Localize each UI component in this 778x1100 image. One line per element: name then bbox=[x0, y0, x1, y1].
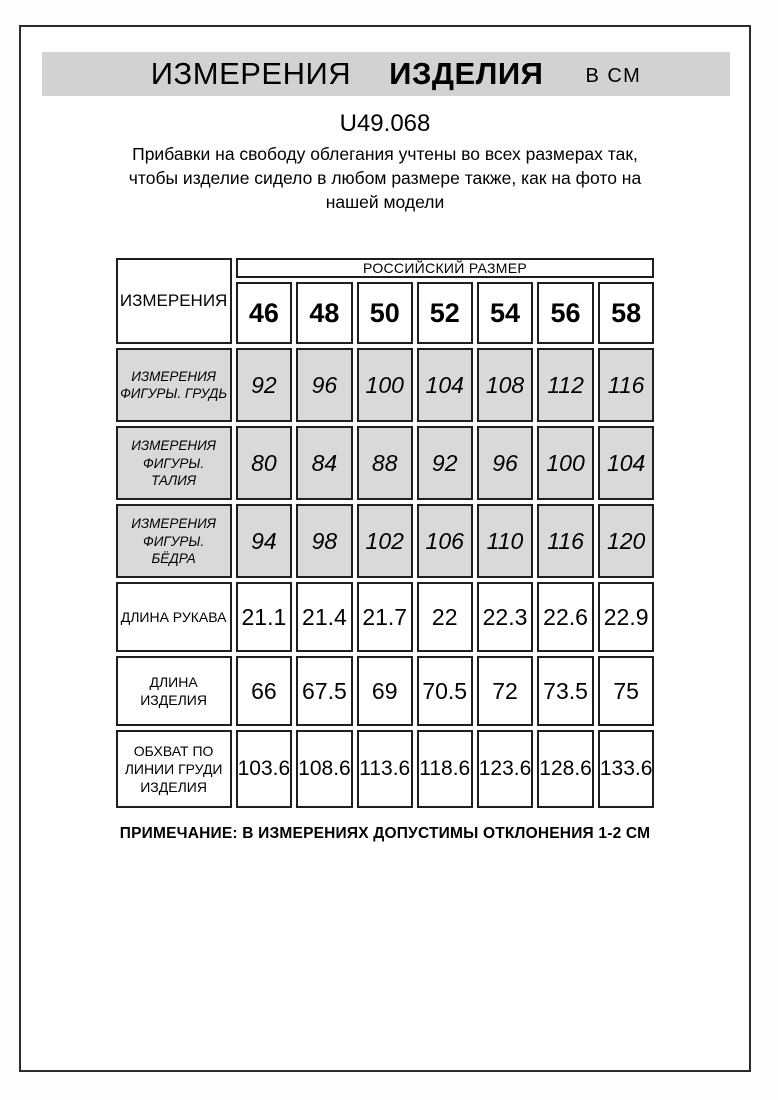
measurement-value: 113.6 bbox=[357, 730, 413, 808]
measurement-value: 75 bbox=[598, 656, 655, 726]
size-col-header: 56 bbox=[537, 282, 594, 344]
row-label: ИЗМЕРЕНИЯ ФИГУРЫ. ТАЛИЯ bbox=[116, 426, 232, 500]
table-row bbox=[116, 504, 655, 578]
measurement-value: 96 bbox=[477, 426, 534, 500]
measurement-value: 128.6 bbox=[537, 730, 594, 808]
measurement-value: 102 bbox=[357, 504, 413, 578]
measurement-value: 104 bbox=[598, 426, 655, 500]
size-group-label: РОССИЙСКИЙ РАЗМЕР bbox=[236, 258, 655, 278]
measurement-value: 22 bbox=[417, 582, 473, 652]
measurement-value: 112 bbox=[537, 348, 594, 422]
table-row bbox=[116, 348, 655, 422]
measurement-value: 118.6 bbox=[417, 730, 473, 808]
row-label: ИЗМЕРЕНИЯ ФИГУРЫ. ГРУДЬ bbox=[116, 348, 232, 422]
measurement-value: 92 bbox=[417, 426, 473, 500]
article-number: U49.068 bbox=[339, 110, 431, 137]
size-col-header: 46 bbox=[236, 282, 293, 344]
measurement-value: 104 bbox=[417, 348, 473, 422]
measurement-value: 100 bbox=[357, 348, 413, 422]
title-measurements: ИЗМЕРЕНИЯ bbox=[150, 56, 352, 91]
size-table-body bbox=[116, 348, 655, 808]
measurement-value: 22.3 bbox=[477, 582, 534, 652]
measurement-value: 96 bbox=[296, 348, 353, 422]
measurement-value: 88 bbox=[357, 426, 413, 500]
measurement-value: 67.5 bbox=[296, 656, 353, 726]
measurement-value: 103.6 bbox=[236, 730, 293, 808]
tolerance-note: ПРИМЕЧАНИЕ: В ИЗМЕРЕНИЯХ ДОПУСТИМЫ ОТКЛОНЕНИЯ 1-2 СМ bbox=[119, 825, 651, 843]
row-label: ДЛИНА РУКАВА bbox=[116, 582, 232, 652]
size-col-header: 50 bbox=[357, 282, 413, 344]
intro-line-1: Прибавки на свободу облегания учтены во всех размерах так, bbox=[132, 144, 638, 164]
measurement-value: 80 bbox=[236, 426, 293, 500]
title-bar bbox=[42, 52, 730, 96]
page-frame bbox=[19, 25, 751, 1072]
intro-line-2: чтобы изделие сидело в любом размере также, как на фото на bbox=[128, 167, 642, 188]
measurement-value: 92 bbox=[236, 348, 293, 422]
size-col-header: 54 bbox=[477, 282, 534, 344]
measurement-value: 123.6 bbox=[477, 730, 534, 808]
measurement-value: 120 bbox=[598, 504, 655, 578]
measurement-value: 22.6 bbox=[537, 582, 594, 652]
row-label: ОБХВАТ ПО ЛИНИИ ГРУДИ ИЗДЕЛИЯ bbox=[116, 730, 232, 808]
size-col-header: 52 bbox=[417, 282, 473, 344]
table-row bbox=[116, 426, 655, 500]
measurement-value: 21.7 bbox=[357, 582, 413, 652]
table-row bbox=[116, 656, 655, 726]
table-row bbox=[116, 730, 655, 808]
measurement-value: 21.4 bbox=[296, 582, 353, 652]
measurement-value: 72 bbox=[477, 656, 534, 726]
size-col-header: 58 bbox=[598, 282, 655, 344]
measurement-value: 100 bbox=[537, 426, 594, 500]
measurement-value: 69 bbox=[357, 656, 413, 726]
title-product: ИЗДЕЛИЯ bbox=[389, 56, 544, 91]
measurement-value: 116 bbox=[598, 348, 655, 422]
measurement-value: 21.1 bbox=[236, 582, 293, 652]
size-group-row bbox=[116, 258, 655, 278]
intro-line-3: нашей модели bbox=[325, 191, 445, 212]
measurement-value: 106 bbox=[417, 504, 473, 578]
measurement-value: 98 bbox=[296, 504, 353, 578]
measurement-value: 108.6 bbox=[296, 730, 353, 808]
measurement-value: 94 bbox=[236, 504, 293, 578]
measurement-value: 66 bbox=[236, 656, 293, 726]
row-label: ДЛИНА ИЗДЕЛИЯ bbox=[116, 656, 232, 726]
table-row bbox=[116, 582, 655, 652]
measurement-value: 22.9 bbox=[598, 582, 655, 652]
measurement-value: 84 bbox=[296, 426, 353, 500]
size-table bbox=[112, 254, 659, 812]
measurement-value: 108 bbox=[477, 348, 534, 422]
measurement-value: 133.6 bbox=[598, 730, 655, 808]
measurement-value: 70.5 bbox=[417, 656, 473, 726]
size-col-header: 48 bbox=[296, 282, 353, 344]
measurement-value: 116 bbox=[537, 504, 594, 578]
row-label: ИЗМЕРЕНИЯ ФИГУРЫ. БЁДРА bbox=[116, 504, 232, 578]
intro-text bbox=[21, 143, 749, 214]
size-table-header bbox=[116, 258, 655, 344]
title-units: В СМ bbox=[585, 64, 642, 87]
measurement-value: 110 bbox=[477, 504, 534, 578]
table-corner-label: ИЗМЕРЕНИЯ bbox=[116, 258, 232, 344]
measurement-value: 73.5 bbox=[537, 656, 594, 726]
